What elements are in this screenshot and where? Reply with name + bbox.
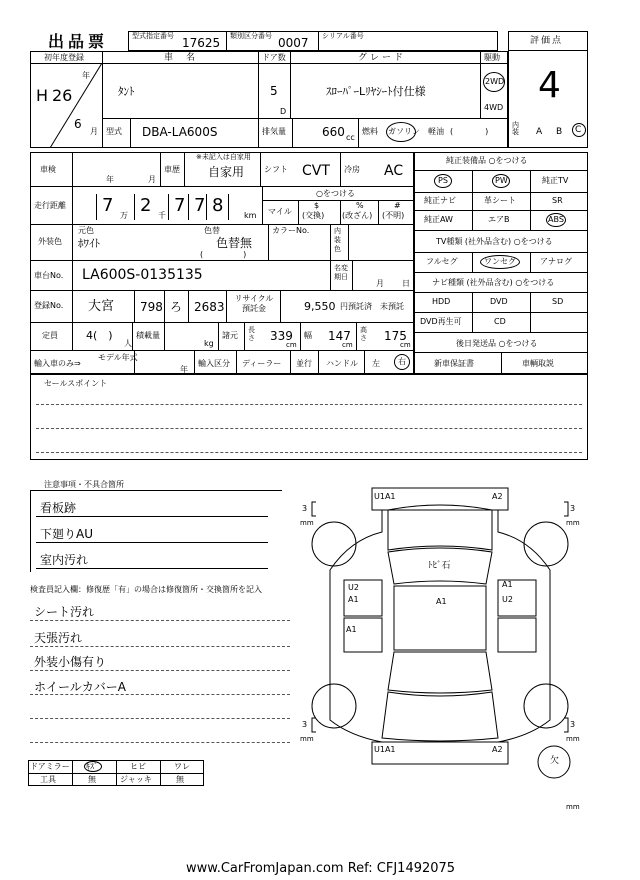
equip-navi: 純正ナビ xyxy=(424,196,456,205)
tv-oneseg: ワンセグ xyxy=(484,257,516,266)
equip-tv: 純正TV xyxy=(542,176,569,185)
grade-label: グレード xyxy=(358,53,407,63)
equip-airbag: エアB xyxy=(488,215,510,224)
model-type-value: DBA-LA600S xyxy=(142,125,218,139)
car-damage-diagram xyxy=(290,480,600,820)
import-type-label: 輸入区分 xyxy=(198,359,230,368)
drive-2wd: 2WD xyxy=(485,77,505,86)
equip-aw: 純正AW xyxy=(424,215,453,224)
mileage-digit-3: 7 xyxy=(174,195,186,216)
caution-item-1: 看板跡 xyxy=(40,501,77,515)
tread-front-left: 3 xyxy=(302,504,308,513)
caution-item-2: 下廻りAU xyxy=(40,527,93,541)
tread-rear-right: 3 xyxy=(570,720,576,729)
interior-color-label: 内装色 xyxy=(334,227,341,253)
load-label: 積載量 xyxy=(136,331,160,340)
drive-label: 駆動 xyxy=(484,53,500,62)
sales-point-label: セールスポイント xyxy=(44,379,108,388)
damage-rear-left: U1A1 xyxy=(374,745,396,754)
navi-cd: CD xyxy=(494,317,506,326)
first-reg-label: 初年度登録 xyxy=(44,53,84,62)
first-reg-year: 26 xyxy=(52,86,73,105)
tv-title: TV種類 (社外品含む) ○をつける xyxy=(436,237,553,246)
mile-option: マイル xyxy=(268,207,292,216)
damage-left-door-b: A1 xyxy=(348,595,359,604)
reg-label: 登録No. xyxy=(34,301,64,310)
usage-value: 自家用 xyxy=(208,165,245,179)
tread-rear-left: 3 xyxy=(302,720,308,729)
exchange-option: (交換) xyxy=(302,211,325,220)
damage-right-door-b: U2 xyxy=(502,595,513,604)
displacement-value: 660 xyxy=(322,125,345,139)
color-label: 外装色 xyxy=(38,237,62,246)
doors-type: D xyxy=(280,107,287,116)
recycle-label: リサイクル預託金 xyxy=(234,294,274,313)
equip-sr: SR xyxy=(552,196,563,205)
tv-fullseg: フルセグ xyxy=(426,257,458,266)
tread-front-right: 3 xyxy=(570,504,576,513)
unknown-option: (不明) xyxy=(382,211,405,220)
caution-label: 注意事項・不具合箇所 xyxy=(44,480,124,489)
navi-dvd-play: DVD再生可 xyxy=(420,317,462,326)
later-title: 後日発送品 ○をつける xyxy=(456,339,538,348)
spare-tire-status: 欠 xyxy=(550,756,560,766)
import-label: 輸入車のみ⇒ xyxy=(34,359,81,368)
model-approval-label: 型式指定番号 xyxy=(132,32,174,40)
score-label: 評価点 xyxy=(530,36,564,46)
category-value: 0007 xyxy=(278,36,309,50)
recycle-value: 9,550 xyxy=(304,300,336,313)
first-reg-era: H xyxy=(36,86,49,105)
damage-right-door-a: A1 xyxy=(502,580,513,589)
inspector-item-4: ホイールカバーA xyxy=(34,680,126,694)
sheet-title: 出品票 xyxy=(48,32,109,51)
dims-label: 諸元 xyxy=(222,331,238,340)
capacity-value: 4( ) xyxy=(86,329,113,342)
reg-class: 798 xyxy=(140,300,163,314)
serial-label: シリアル番号 xyxy=(322,32,364,40)
diagonal-line xyxy=(30,63,102,148)
fuel-light: 軽油 xyxy=(428,127,444,136)
first-reg-month: 6 xyxy=(74,117,82,131)
height-value: 175 xyxy=(384,329,407,343)
width-value: 147 xyxy=(328,329,351,343)
usage-label: 車歴 xyxy=(164,165,180,174)
reg-area: 大宮 xyxy=(88,299,115,314)
color-change: 色替無 xyxy=(216,236,253,250)
chassis-value: LA600S-0135135 xyxy=(82,267,203,283)
shift-label: シフト xyxy=(264,165,288,174)
car-name-label: 車 名 xyxy=(164,53,198,63)
mileage-digit-5: 8 xyxy=(212,195,224,216)
colorno-label: カラーNo. xyxy=(272,226,310,235)
displacement-label: 排気量 xyxy=(262,127,286,136)
inspector-item-1: シート汚れ xyxy=(34,605,95,619)
ac-label: 冷房 xyxy=(344,165,360,174)
damage-roof: A1 xyxy=(436,597,447,606)
left-option: 左 xyxy=(372,359,380,368)
dealer-option: ディーラー xyxy=(242,359,282,368)
drive-4wd: 4WD xyxy=(484,103,504,112)
fuel-gas: ガソリン xyxy=(388,127,420,136)
later-warranty: 新車保証書 xyxy=(434,359,474,368)
mileage-label: 走行距離 xyxy=(34,201,66,210)
equip-ps: PS xyxy=(438,176,448,185)
handle-label: ハンドル xyxy=(326,359,358,368)
navi-dvd: DVD xyxy=(490,297,508,306)
damage-rear-right: A2 xyxy=(492,745,503,754)
equip-abs: ABS xyxy=(548,215,564,224)
inspector-label: 検査員記入欄：修復歴「有」の場合は修復箇所・交換箇所を記入 xyxy=(30,585,262,594)
interior-c: C xyxy=(575,125,582,135)
reg-number: 2683 xyxy=(194,300,225,314)
doors-label: ドア数 xyxy=(262,53,286,62)
caution-item-3: 室内汚れ xyxy=(40,553,89,567)
right-option: 右 xyxy=(398,357,406,366)
doors-value: 5 xyxy=(270,84,278,98)
car-name: ﾀﾝﾄ xyxy=(118,85,135,98)
length-value: 339 xyxy=(270,329,293,343)
tv-analog: アナログ xyxy=(540,257,572,266)
inspector-item-2: 天張汚れ xyxy=(34,631,83,645)
damage-front-right: A2 xyxy=(492,492,503,501)
equip-pw: PW xyxy=(495,176,508,185)
inspection-label: 車検 xyxy=(40,165,56,174)
damage-windshield: ﾄﾋﾞ石 xyxy=(428,561,451,571)
fuel-label: 燃料 xyxy=(362,127,378,136)
interior-b: B xyxy=(556,127,563,137)
navi-hdd: HDD xyxy=(432,297,451,306)
damage-front-left: U1A1 xyxy=(374,492,396,501)
color-value: ﾎﾜｲﾄ xyxy=(78,237,100,250)
chassis-label: 車台No. xyxy=(34,271,64,280)
later-manual: 車輌取説 xyxy=(522,359,554,368)
damage-left-rear: A1 xyxy=(346,625,357,634)
score-value: 4 xyxy=(538,65,561,106)
reg-kana: ろ xyxy=(170,300,183,314)
name-change-label: 名変期日 xyxy=(334,264,348,281)
capacity-label: 定員 xyxy=(42,331,58,340)
interior-label: 内装 xyxy=(512,121,519,136)
parallel-option: 並行 xyxy=(296,359,312,368)
damage-left-door-a: U2 xyxy=(348,583,359,592)
equip-leather: 革シート xyxy=(484,196,516,205)
sales-point-box xyxy=(30,374,588,460)
model-type-label: 型式 xyxy=(106,127,122,136)
shift-value: CVT xyxy=(302,163,330,179)
model-year-label: モデル年式 xyxy=(98,353,138,362)
navi-sd: SD xyxy=(552,297,564,306)
ac-value: AC xyxy=(384,163,404,179)
tampered-option: (改ざん) xyxy=(342,211,373,220)
source-footer: www.CarFromJapan.com Ref: CFJ1492075 xyxy=(186,861,456,876)
model-approval-value: 17625 xyxy=(182,36,221,50)
oem-title: 純正装備品 ○をつける xyxy=(446,156,528,165)
category-label: 類別区分番号 xyxy=(230,32,272,40)
interior-a: A xyxy=(536,127,543,137)
navi-title: ナビ種類 (社外品含む) ○をつける xyxy=(432,278,555,287)
mileage-digit-2: 2 xyxy=(140,195,152,216)
grade-value: ｽﾛｰﾊﾟｰLﾘﾔｼｰﾄ付仕様 xyxy=(326,85,426,98)
inspector-item-3: 外装小傷有り xyxy=(34,655,107,669)
mileage-digit-4: 7 xyxy=(194,195,206,216)
mileage-digit-1: 7 xyxy=(102,195,114,216)
